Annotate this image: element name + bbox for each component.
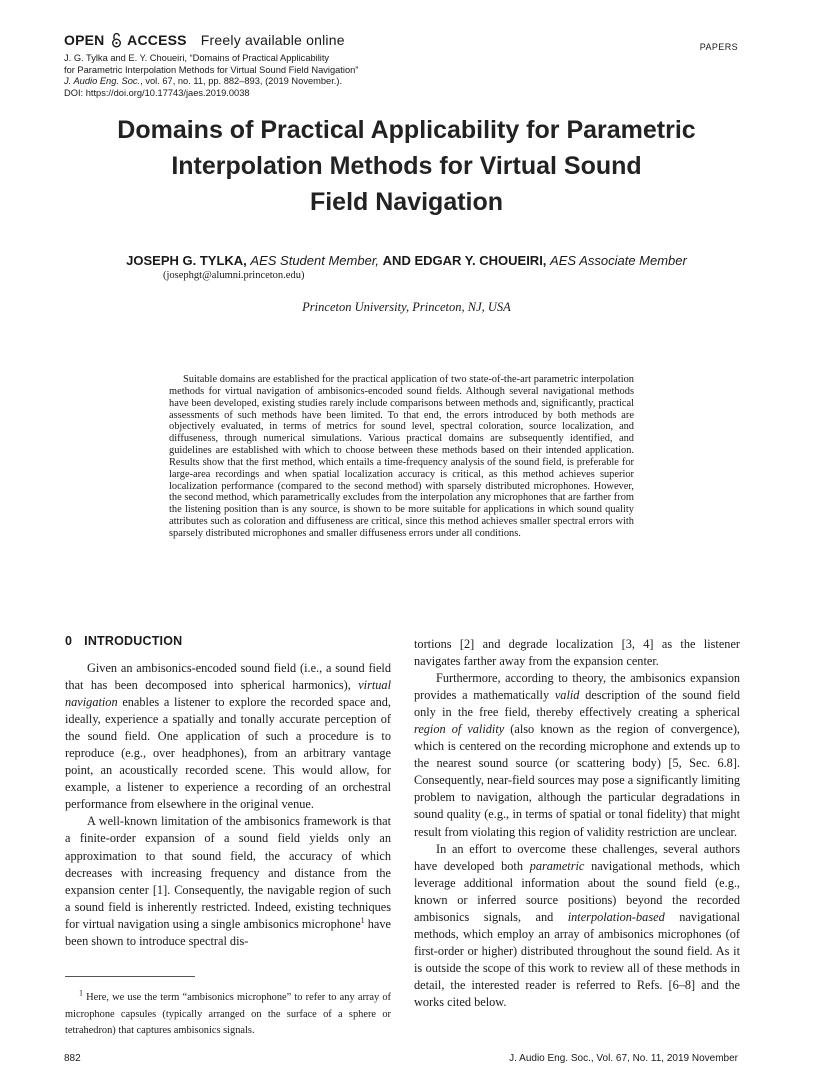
section-label: PAPERS xyxy=(699,42,738,52)
page-number: 882 xyxy=(64,1053,81,1064)
open-label: OPEN xyxy=(64,32,105,48)
section-heading xyxy=(65,634,182,648)
left-column xyxy=(65,660,391,950)
title-line-2: Interpolation Methods for Virtual Sound xyxy=(171,152,642,180)
doi-link[interactable]: DOI: https://doi.org/10.17743/jaes.2019.0038 xyxy=(64,87,250,98)
text-run: A well-known limitation of the ambisonics framework is that a finite-order expansion of a sound field yields only an approximation to that sound field, the accuracy of which decreases with increasing frequency and distance from the expansion center [1]. Consequently, the navigable region of such a sound field is inherently restricted. Indeed, existing techniques for virtual navigation using a single ambisonics microphone xyxy=(65,814,391,931)
abstract: Suitable domains are established for the practical application of two state-of-the-art parametric interpolation methods for virtual navigation of ambisonics-encoded sound fields. Although several navigational methods have been developed, existing studies rarely include comparisons between methods and, significantly, practical assessments of such methods have been limited. To that end, the errors introduced by both methods are objectively evaluated, in terms of metrics for sound level, spectral coloration, source localization, and diffuseness, through numerical simulations. Various practical domains are subsequently identified, and guidelines are established with which to choose between these methods based on their intended application. Results show that the first method, which entails a time-frequency analysis of the sound field, is preferable for large-area recordings and when spatial localization accuracy is critical, as this method achieves superior localization performance (compared to the second method) with sparsely distributed microphones. However, the second method, which parametrically excludes from the interpolation any microphones that are farther from the listening position than is any source, is shown to be more suitable for applications in which sound quality attributes such as coloration and diffuseness are critical, since this method achieves smaller spectral errors with sparsely distributed microphones and smaller diffuseness errors under all conditions. xyxy=(169,374,634,539)
title-line-3: Field Navigation xyxy=(309,188,504,216)
emphasis: region of validity xyxy=(414,722,505,737)
affiliation: Princeton University, Princeton, NJ, USA xyxy=(302,300,511,314)
emphasis: parametric xyxy=(529,858,585,873)
freely-available-label: Freely available online xyxy=(200,32,345,48)
author-and: AND xyxy=(382,253,411,268)
footnote-text: Here, we use the term “ambisonics microphone” to refer to any array of microphone capsules (typically arranged on the surface of a sphere or tetrahedron) that captures ambisonics signals. xyxy=(65,992,391,1036)
citation-journal: J. Audio Eng. Soc. xyxy=(64,76,141,87)
text-run: (also known as the region of convergence), which is centered on the recording microphone and extends up to the nearest sound source (or scattering body) [5, Sec. 6.8]. Consequently, near-field sources may pose a significantly limiting problem to navigation, although the particular degradations in sound quality (e.g., in terms of spatial or tonal fidelity) that might result from violating this region of validity restriction are unclear. xyxy=(414,722,740,839)
author-2-role: AES Associate Member xyxy=(550,253,687,268)
emphasis: interpolation-based xyxy=(567,909,665,924)
right-column xyxy=(414,636,740,1011)
text-run: have been shown to introduce spectral dis- xyxy=(65,916,391,948)
author-line xyxy=(60,253,753,268)
text-run: enables a listener to explore the recorded space and, ideally, experience a spatially and tonally accurate perception of the sound field. One application of such a procedure is to reproduce (e.g., over headphones), from an arbitrary vantage point, an acoustically recorded scene. This would allow, for example, a listener to experience a recording of an orchestral performance from elsewhere in the original venue. xyxy=(65,695,391,812)
text-run: In an effort to overcome these challenges, several authors have developed both xyxy=(414,841,740,873)
author-email[interactable]: (josephgt@alumni.princeton.edu) xyxy=(163,270,305,281)
author-2-name: EDGAR Y. CHOUEIRI, xyxy=(414,253,547,268)
footnote-mark: 1 xyxy=(79,988,83,998)
text-run: Furthermore, according to theory, the ambisonics expansion provides a mathematically xyxy=(414,671,740,703)
paragraph xyxy=(414,670,740,840)
open-access-badge xyxy=(64,32,345,51)
footnote-ref[interactable]: 1 xyxy=(360,915,365,925)
footnote-divider xyxy=(65,976,195,977)
emphasis: virtual navigation xyxy=(65,678,391,710)
text-run: description of the sound field only in the free field, thereby effectively creating a spherical xyxy=(414,688,740,720)
paper-title xyxy=(60,112,753,220)
section-title: INTRODUCTION xyxy=(84,634,183,648)
citation-details: , vol. 67, no. 11, pp. 882–893, (2019 November.). xyxy=(140,76,343,87)
paragraph xyxy=(65,660,391,813)
text-run: navigational methods, which leverage additional information about the sound field (e.g., known or inferred source positions) beyond the recorded ambisonics signals, and xyxy=(414,858,741,924)
author-1-name: JOSEPH G. TYLKA, xyxy=(126,253,247,268)
footnote xyxy=(65,990,391,1040)
citation-line-1: J. G. Tylka and E. Y. Choueiri, “Domains of Practical Applicability xyxy=(64,53,330,63)
citation-line-3 xyxy=(64,76,424,88)
citation-block xyxy=(64,53,424,99)
paragraph xyxy=(65,813,391,949)
citation-line-2: for Parametric Interpolation Methods for Virtual Sound Field Navigation” xyxy=(64,64,359,75)
author-1-role: AES Student Member, xyxy=(250,253,380,268)
open-lock-icon xyxy=(111,32,122,51)
paragraph xyxy=(414,841,740,1011)
text-run: Given an ambisonics-encoded sound field (i.e., a sound field that has been decomposed into spherical harmonics), xyxy=(65,661,391,693)
emphasis: valid xyxy=(554,688,580,703)
title-line-1: Domains of Practical Applicability for Parametric xyxy=(117,116,696,144)
paragraph: tortions [2] and degrade localization [3, 4] as the listener navigates farther away from the expansion center. xyxy=(414,637,740,669)
journal-footer: J. Audio Eng. Soc., Vol. 67, No. 11, 2019 November xyxy=(509,1053,738,1064)
section-number: 0 xyxy=(65,634,73,648)
text-run: navigational methods, which employ an array of ambisonics microphones (of first-order or higher) distributed throughout the sound field. As it is outside the scope of this work to review all of these methods in detail, the interested reader is referred to Refs. [6–8] and the works cited below. xyxy=(414,909,740,1009)
access-label: ACCESS xyxy=(127,32,187,48)
